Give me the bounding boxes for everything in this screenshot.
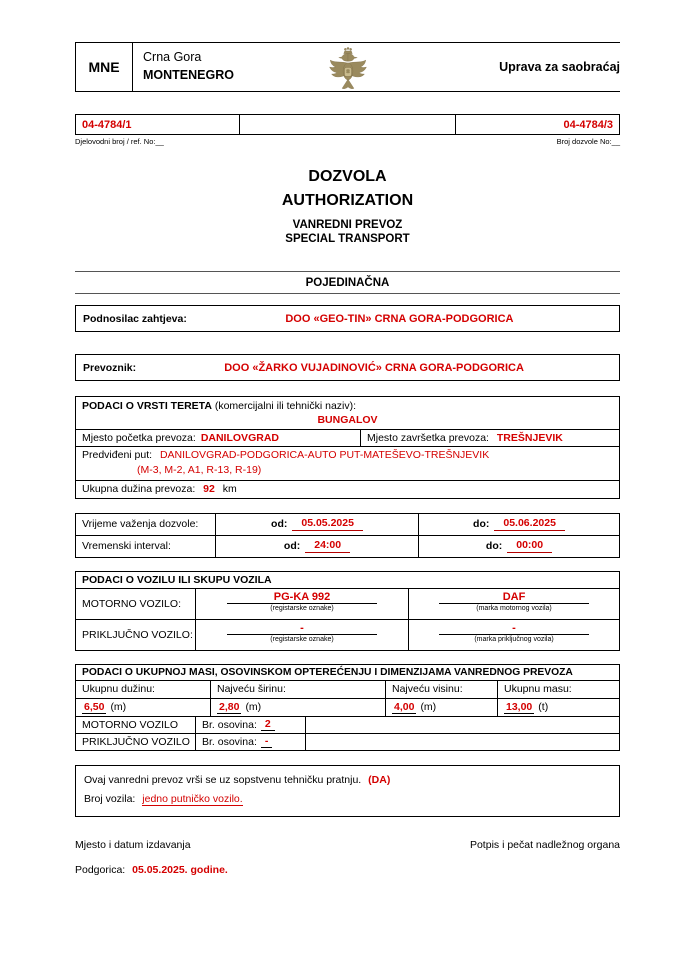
escort-count-value: jedno putničko vozilo. [142,792,243,805]
interval-from-cell [216,536,419,557]
interval-to-cell [419,536,619,557]
motor-plate-caption: (registarske oznake) [270,605,334,613]
interval-from-value: 24:00 [305,539,350,553]
motor-axles-cell [196,717,306,733]
trailer-plate-cell [196,620,409,650]
motor-plate-value: PG-KA 992 [227,591,377,605]
start-place-cell [76,430,361,446]
dimensions-header: PODACI O UKUPNOJ MASI, OSOVINSKOM OPTEREĆENJU I DIMENZIJAMA VANREDNOG PREVOZA [76,665,619,681]
mass-dim-cell [498,699,619,716]
motor-make-caption: (marka motornog vozila) [476,605,552,613]
cargo-header-row [76,397,619,430]
country-name-en: MONTENEGRO [143,68,234,83]
valid-to-label: do: [473,518,490,531]
cargo-header [82,399,613,413]
route-roads: (M-3, M-2, A1, R-13, R-19) [137,464,262,477]
height-dim-unit: (m) [420,701,437,714]
cargo-section [75,396,620,499]
length-unit: km [222,482,237,495]
interval-from-label: od: [283,540,301,553]
title-authorization: AUTHORIZATION [281,192,414,209]
length-dim-label: Ukupnu dužinu: [76,681,211,698]
length-label: Ukupna dužina prevoza: [82,482,196,495]
end-place-cell [361,432,619,444]
motor-plate-cell [196,589,409,619]
trailer-plate-value: - [227,622,377,636]
trailer-make-value: - [439,622,589,636]
trailer-axles-row [76,734,619,750]
cargo-header-note: (komercijalni ili tehnički naziv): [211,400,357,412]
divider-bottom [75,293,620,294]
valid-from-cell [216,514,419,535]
valid-to-value: 05.06.2025 [494,517,565,531]
country-block [133,43,234,91]
footer-row [75,839,620,851]
motor-axles-label: Br. osovina: [202,718,257,731]
length-dim-value: 6,50 [84,700,105,713]
escort-count-label: Broj vozila: [84,792,136,805]
signature-label: Potpis i pečat nadležnog organa [469,838,620,851]
valid-to-cell [419,514,619,535]
interval-row [76,536,619,557]
title-vanredni-prevoz: VANREDNI PREVOZ [292,219,403,231]
issue-place-label: Mjesto i datum izdavanja [75,838,191,851]
escort-section [75,765,620,817]
trailer-vehicle-row [76,620,619,650]
validity-section [75,513,620,558]
height-dim-value: 4,00 [394,700,415,713]
width-dim-cell [211,699,386,716]
vehicle-section [75,571,620,651]
mass-dim-value: 13,00 [506,700,533,713]
interval-to-label: do: [485,540,503,553]
dimensions-label-row [76,681,619,699]
issue-place: Podgorica: [75,863,126,876]
reference-number-row [75,114,620,135]
motor-axles-value: 2 [261,718,275,731]
motor-axles-vehicle-label: MOTORNO VOZILO [76,717,196,733]
motor-vehicle-label: MOTORNO VOZILO: [76,589,196,619]
length-value: 92 [203,482,215,495]
route-label: Predviđeni put: [82,449,153,462]
country-code: MNE [88,59,120,75]
country-name: Crna Gora [143,50,202,64]
interval-label: Vremenski interval: [76,536,216,557]
issue-date-line [75,864,620,876]
cargo-name: BUNGALOV [317,414,378,427]
ref-caption-left: Djelovodni broj / ref. No:__ [75,137,164,146]
length-row [76,481,619,498]
cargo-header-title: PODACI O VRSTI TERETA [82,400,212,412]
height-dim-label: Najveću visinu: [386,681,498,698]
carrier-label: Prevoznik: [83,361,137,374]
document-type: POJEDINAČNA [305,277,390,289]
motor-make-value: DAF [439,591,589,605]
ref-caption-right: Broj dozvole No:__ [556,137,620,146]
ref-number-left: 04-4784/1 [75,114,240,135]
valid-from-label: od: [271,518,288,531]
end-place-value: TREŠNJEVIK [496,432,563,445]
width-dim-unit: (m) [245,701,262,714]
ref-number-right: 04-4784/3 [455,114,620,135]
trailer-vehicle-label: PRIKLJUČNO VOZILO: [76,620,196,650]
trailer-make-caption: (marka priključnog vozila) [474,636,554,644]
document-header [75,42,620,92]
trailer-make-cell [409,620,619,650]
valid-from-value: 05.05.2025 [292,517,363,531]
validity-label: Vrijeme važenja dozvole: [76,514,216,535]
start-place-label: Mjesto početka prevoza: [82,432,196,445]
route-line [82,448,613,463]
trailer-axles-cell [196,734,306,750]
motor-vehicle-row [76,589,619,620]
escort-count-line [84,790,611,809]
dimensions-section [75,664,620,751]
length-dim-unit: (m) [110,701,127,714]
mass-dim-label: Ukupnu masu: [504,683,572,696]
applicant-section [75,305,620,332]
trailer-axles-label: Br. osovina: [202,735,257,748]
width-dim-label: Najveću širinu: [211,681,386,698]
carrier-section [75,354,620,381]
document-content [75,0,620,876]
route-row [76,447,619,480]
end-place-label: Mjesto završetka prevoza: [367,432,489,445]
applicant-label: Podnosilac zahtjeva: [83,312,187,325]
escort-line [84,771,611,790]
coat-of-arms-icon [327,44,369,101]
route-value: DANILOVGRAD-PODGORICA-AUTO PUT-MATEŠEVO-TREŠNJEVIK [159,449,490,462]
applicant-value: DOO «GEO-TIN» CRNA GORA-PODGORICA [285,312,514,325]
carrier-value: DOO «ŽARKO VUJADINOVIĆ» CRNA GORA-PODGORICA [224,361,524,374]
height-dim-cell [386,699,498,716]
trailer-axles-vehicle-label: PRIKLJUČNO VOZILO [76,734,196,750]
validity-row [76,514,619,536]
escort-answer: (DA) [368,773,391,786]
length-dim-cell [76,699,211,716]
mne-code-box [75,43,133,91]
trailer-plate-caption: (registarske oznake) [270,636,334,644]
mass-dim-unit: (t) [538,701,549,714]
cargo-places-row [76,430,619,447]
motor-axles-row [76,717,619,734]
reference-captions [75,137,620,146]
dimensions-value-row [76,699,619,717]
coat-of-arms-svg [327,44,369,96]
ref-number-middle-empty [239,114,456,135]
start-place-value: DANILOVGRAD [200,432,279,445]
authority-name: Uprava za saobraćaj [499,60,620,74]
motor-make-cell [409,589,619,619]
title-special-transport: SPECIAL TRANSPORT [285,233,410,245]
interval-to-value: 00:00 [507,539,552,553]
escort-text: Ovaj vanredni prevoz vrši se uz sopstvenu tehničku pratnju. [84,773,362,786]
issue-date: 05.05.2025. godine. [132,863,228,876]
vehicle-header: PODACI O VOZILU ILI SKUPU VOZILA [76,572,619,589]
trailer-axles-value: - [261,735,273,748]
title-dozvola: DOZVOLA [308,168,387,185]
width-dim-value: 2,80 [219,700,240,713]
